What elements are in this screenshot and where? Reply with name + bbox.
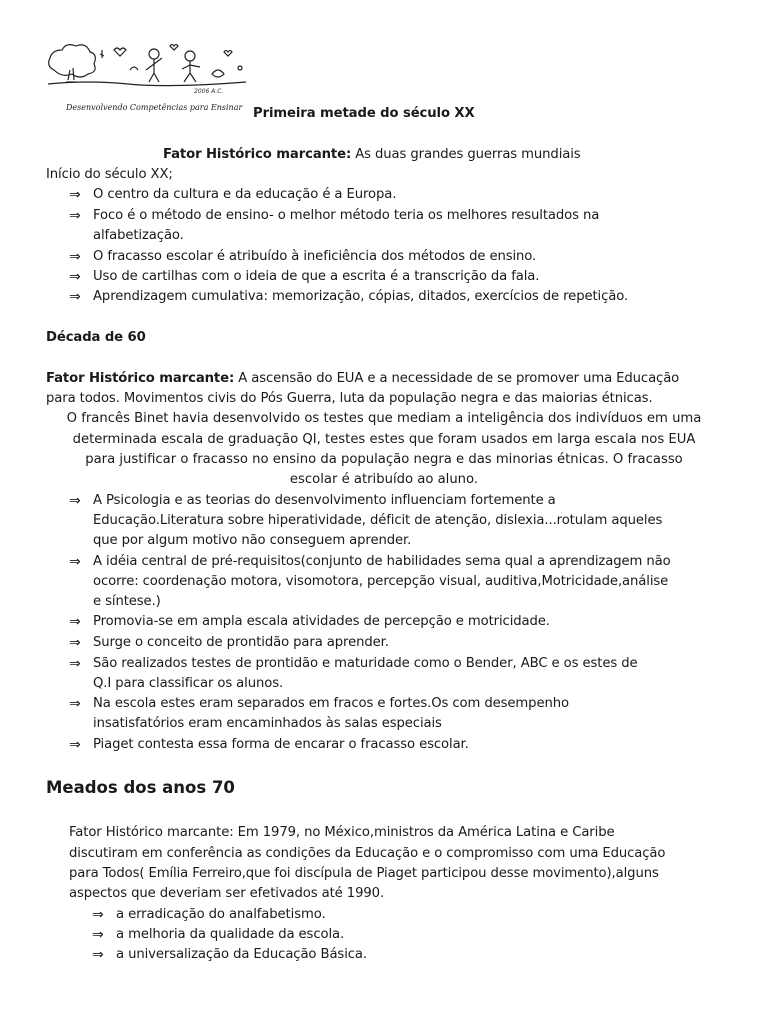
section2-fator-line2: para todos. Movimentos civis do Pós Guerra, luta da população negra e das maiorias étnicas.	[46, 391, 653, 406]
section2-paragraph-line: O francês Binet havia desenvolvido os testes que mediam a inteligência dos indivíduos em uma	[66, 411, 702, 426]
list-item: a melhoria da qualidade da escola.	[116, 927, 345, 942]
logo-signature: 2006 A.C.	[194, 88, 224, 95]
arrow-icon: ⇒	[69, 656, 81, 672]
arrow-icon: ⇒	[92, 927, 104, 943]
arrow-icon: ⇒	[69, 208, 81, 224]
list-item: Na escola estes eram separados em fracos e fortes.Os com desempenho	[93, 696, 569, 711]
list-item: Surge o conceito de prontidão para aprender.	[93, 635, 389, 650]
list-item: Foco é o método de ensino- o melhor método teria os melhores resultados na	[93, 208, 600, 223]
section3-fator	[69, 823, 614, 843]
section3-fator-line1: Em 1979, no México,ministros da América Latina e Caribe	[233, 825, 615, 840]
section2-fator-line1: A ascensão do EUA e a necessidade de se promover uma Educação	[234, 371, 680, 386]
section1-fator	[163, 145, 581, 165]
list-item-continuation: que por algum motivo não conseguem aprender.	[93, 533, 412, 548]
list-item-continuation: ocorre: coordenação motora, visomotora, percepção visual, auditiva,Motricidade,análise	[93, 574, 669, 589]
list-item: a erradicação do analfabetismo.	[116, 907, 326, 922]
section3-line: aspectos que deveriam ser efetivados até 1990.	[69, 886, 385, 901]
list-item: a universalização da Educação Básica.	[116, 947, 367, 962]
arrow-icon: ⇒	[69, 554, 81, 570]
list-item: Piaget contesta essa forma de encarar o fracasso escolar.	[93, 737, 469, 752]
list-item: Aprendizagem cumulativa: memorização, cópias, ditados, exercícios de repetição.	[93, 289, 629, 304]
arrow-icon: ⇒	[92, 947, 104, 963]
list-item-continuation: insatisfatórios eram encaminhados às salas especiais	[93, 716, 442, 731]
list-item: Uso de cartilhas com o ideia de que a escrita é a transcrição da fala.	[93, 269, 540, 284]
list-item-continuation: Q.I para classificar os alunos.	[93, 676, 284, 691]
arrow-icon: ⇒	[69, 614, 81, 630]
section2-fator-label: Fator Histórico marcante:	[46, 371, 235, 386]
section2-fator	[46, 369, 679, 389]
arrow-icon: ⇒	[69, 737, 81, 753]
arrow-icon: ⇒	[69, 269, 81, 285]
page-title: Primeira metade do século XX	[253, 106, 475, 121]
section1-fator-label: Fator Histórico marcante:	[163, 147, 352, 162]
section3-fator-label: Fator Histórico marcante:	[69, 825, 234, 840]
section2-paragraph-line: para justificar o fracasso no ensino da população negra e das minorias étnicas. O fracasso	[85, 452, 683, 467]
logo-caption: Desenvolvendo Competências para Ensinar	[66, 103, 243, 112]
list-item: Promovia-se em ampla escala atividades de percepção e motricidade.	[93, 614, 550, 629]
logo	[44, 40, 256, 122]
section1-fator-text: As duas grandes guerras mundiais	[351, 147, 581, 162]
section2-heading: Década de 60	[46, 330, 146, 345]
section2-paragraph-line: escolar é atribuído ao aluno.	[289, 472, 479, 487]
arrow-icon: ⇒	[69, 289, 81, 305]
list-item: A Psicologia e as teorias do desenvolvimento influenciam fortemente a	[93, 493, 556, 508]
list-item: A idéia central de pré-requisitos(conjunto de habilidades sema qual a aprendizagem não	[93, 554, 671, 569]
section3-line: para Todos( Emília Ferreiro,que foi discípula de Piaget participou desse movimento),alguns	[69, 866, 659, 881]
section2-paragraph-line: determinada escala de graduação QI, testes estes que foram usados em larga escala nos EUA	[72, 432, 696, 447]
arrow-icon: ⇒	[69, 249, 81, 265]
section3-line: discutiram em conferência as condições da Educação e o compromisso com uma Educação	[69, 846, 666, 861]
logo-drawing-icon	[44, 40, 256, 102]
section3-heading: Meados dos anos 70	[46, 778, 235, 797]
arrow-icon: ⇒	[69, 187, 81, 203]
arrow-icon: ⇒	[69, 696, 81, 712]
list-item-continuation: e síntese.)	[93, 594, 161, 609]
list-item: O centro da cultura e da educação é a Europa.	[93, 187, 397, 202]
arrow-icon: ⇒	[92, 907, 104, 923]
list-item-continuation: alfabetização.	[93, 228, 184, 243]
list-item: São realizados testes de prontidão e maturidade como o Bender, ABC e os estes de	[93, 656, 638, 671]
list-item-continuation: Educação.Literatura sobre hiperatividade, déficit de atenção, dislexia...rotulam aqueles	[93, 513, 663, 528]
arrow-icon: ⇒	[69, 635, 81, 651]
section1-intro: Início do século XX;	[46, 167, 173, 182]
list-item: O fracasso escolar é atribuído à ineficiência dos métodos de ensino.	[93, 249, 537, 264]
arrow-icon: ⇒	[69, 493, 81, 509]
